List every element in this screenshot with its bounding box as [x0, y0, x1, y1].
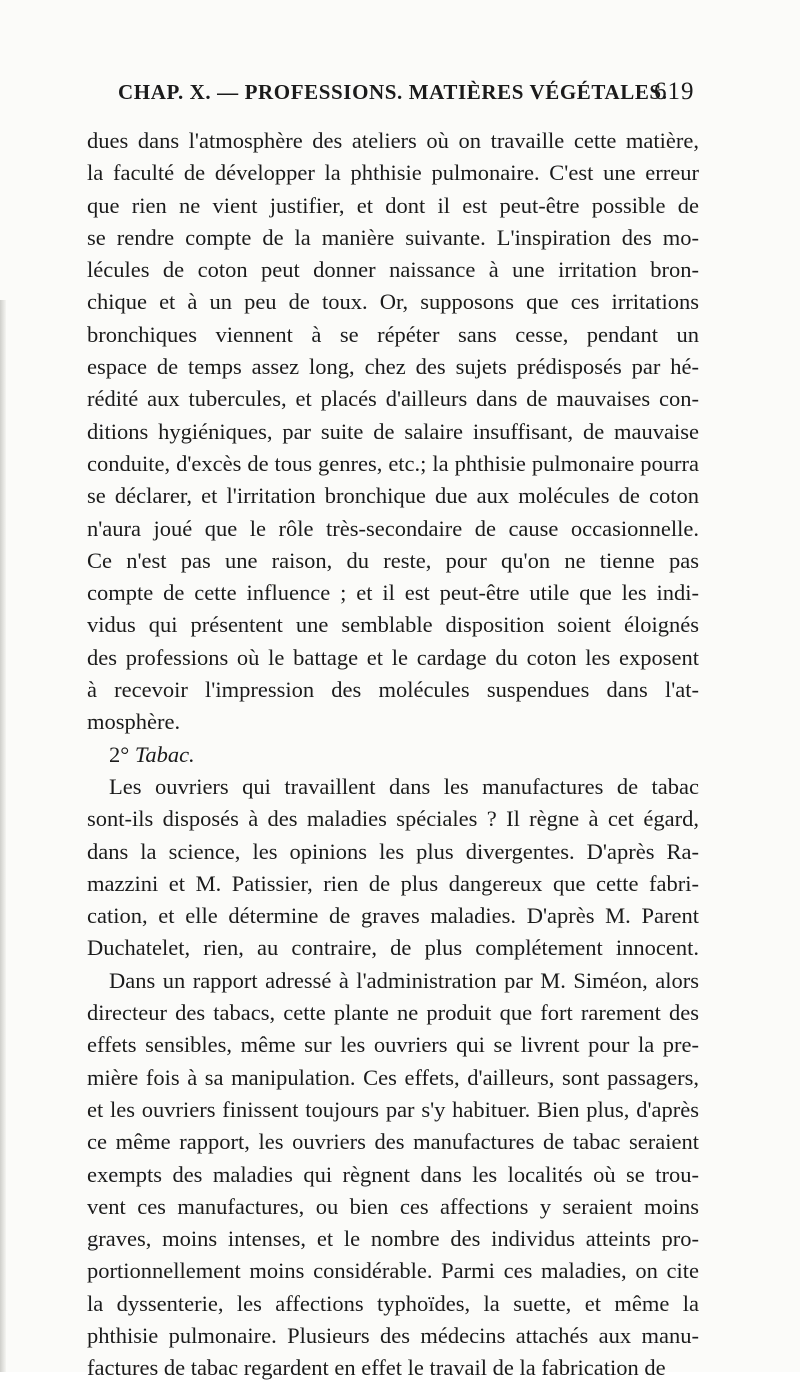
text-line: se rendre compte de la manière suivante. L'inspiration des mo-	[87, 224, 699, 250]
text-line: Ce n'est pas une raison, du reste, pour qu'on ne tienne pas	[87, 547, 699, 573]
text-line: cation, et elle détermine de graves maladies. D'après M. Parent	[87, 903, 699, 929]
text-line: compte de cette influence ; et il est peut-être utile que les indi-	[87, 580, 699, 606]
text-line: mazzini et M. Patissier, rien de plus dangereux que cette fabri-	[87, 870, 699, 896]
text-line: Les ouvriers qui travaillent dans les manufactures de tabac	[109, 773, 699, 799]
text-line: conduite, d'excès de tous genres, etc.; la phthisie pulmonaire pourra	[87, 450, 699, 476]
text-line: la dyssenterie, les affections typhoïdes, la suette, et même la	[87, 1290, 699, 1316]
text-line: lécules de coton peut donner naissance à une irritation bron-	[87, 257, 699, 283]
text-line: bronchiques viennent à se répéter sans cesse, pendant un	[87, 321, 699, 347]
text-line: factures de tabac regardent en effet le travail de la fabrication de	[87, 1355, 666, 1381]
text-line: effets sensibles, même sur les ouvriers qui se livrent pour la pre-	[87, 1032, 699, 1058]
text-line: ditions hygiéniques, par suite de salaire insuffisant, de mauvaise	[87, 418, 699, 444]
section-number: 2°	[109, 741, 130, 767]
section-heading	[87, 739, 699, 771]
text-line: Dans un rapport adressé à l'administration par M. Siméon, alors	[109, 967, 699, 993]
text-line: que rien ne vient justifier, et dont il est peut-être possible de	[87, 192, 699, 218]
text-line: vent ces manufactures, ou bien ces affections y seraient moins	[87, 1193, 699, 1219]
section-title: Tabac.	[134, 741, 195, 767]
text-line: phthisie pulmonaire. Plusieurs des médecins attachés aux manu-	[87, 1322, 699, 1348]
text-line: mosphère.	[87, 709, 181, 735]
text-line: vidus qui présentent une semblable disposition soient éloignés	[87, 612, 699, 638]
text-line: ce même rapport, les ouvriers des manufactures de tabac seraient	[87, 1129, 699, 1155]
text-line: Duchatelet, rien, au contraire, de plus complétement innocent.	[87, 935, 699, 961]
page-gutter-shadow	[0, 300, 6, 1372]
text-line: n'aura joué que le rôle très-secondaire de cause occasionnelle.	[87, 515, 699, 541]
text-line: dans la science, les opinions les plus divergentes. D'après Ra-	[87, 838, 699, 864]
text-line: espace de temps assez long, chez des sujets prédisposés par hé-	[87, 354, 699, 380]
text-line: directeur des tabacs, cette plante ne produit que fort rarement des	[87, 1000, 699, 1026]
body-text	[87, 125, 699, 1385]
text-line: des professions où le battage et le cardage du coton les exposent	[87, 644, 699, 670]
text-line: sont-ils disposés à des maladies spéciales ? Il règne à cet égard,	[87, 806, 699, 832]
text-line: chique et à un peu de toux. Or, supposons que ces irritations	[87, 289, 699, 315]
text-line: et les ouvriers finissent toujours par s'y habituer. Bien plus, d'après	[87, 1096, 699, 1122]
page-number: 619	[654, 78, 695, 105]
text-line: mière fois à sa manipulation. Ces effets, d'ailleurs, sont passagers,	[87, 1064, 699, 1090]
text-line: dues dans l'atmosphère des ateliers où on travaille cette matière,	[87, 128, 699, 153]
text-line: se déclarer, et l'irritation bronchique due aux molécules de coton	[87, 483, 699, 509]
text-line: graves, moins intenses, et le nombre des individus atteints pro-	[87, 1226, 699, 1252]
text-line: portionnellement moins considérable. Parmi ces maladies, on cite	[87, 1258, 699, 1284]
running-header: CHAP. X. — PROFESSIONS. MATIÈRES VÉGÉTALES.	[118, 80, 668, 104]
text-line: la faculté de développer la phthisie pulmonaire. C'est une erreur	[87, 160, 699, 186]
text-line: à recevoir l'impression des molécules suspendues dans l'at-	[87, 677, 699, 703]
text-line: exempts des maladies qui règnent dans les localités où se trou-	[87, 1161, 699, 1187]
text-line: rédité aux tubercules, et placés d'ailleurs dans de mauvaises con-	[87, 386, 699, 412]
